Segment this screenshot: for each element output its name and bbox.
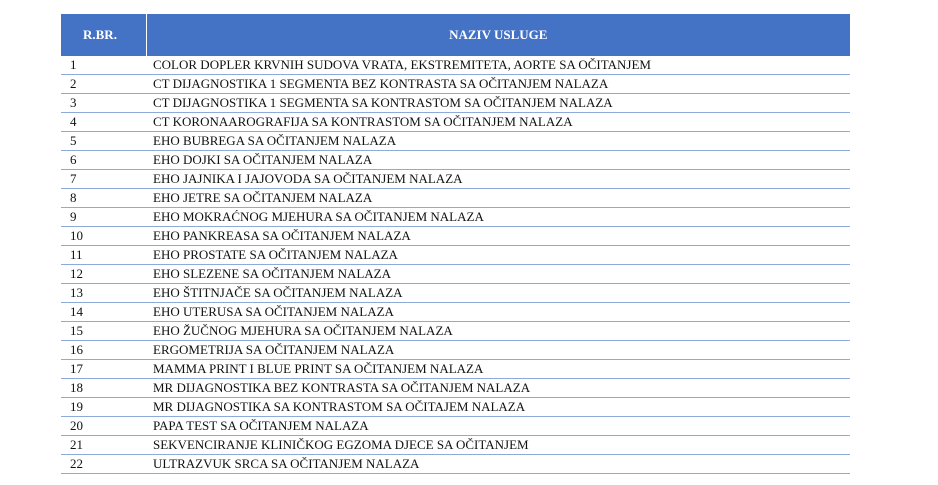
service-name: EHO DOJKI SA OČITANJEM NALAZA [146, 151, 850, 170]
table-row [61, 94, 850, 113]
service-name: EHO PANKREASA SA OČITANJEM NALAZA [146, 227, 850, 246]
service-name: EHO MOKRAĆNOG MJEHURA SA OČITANJEM NALAZA [146, 208, 850, 227]
row-number: 4 [61, 113, 146, 132]
row-number: 16 [61, 341, 146, 360]
service-name: ULTRAZVUK SRCA SA OČITANJEM NALAZA [146, 455, 850, 474]
table-row [61, 417, 850, 436]
table-row [61, 132, 850, 151]
services-table [61, 14, 850, 474]
service-name: EHO BUBREGA SA OČITANJEM NALAZA [146, 132, 850, 151]
row-number: 2 [61, 75, 146, 94]
row-number: 14 [61, 303, 146, 322]
table-row [61, 303, 850, 322]
service-name: ERGOMETRIJA SA OČITANJEM NALAZA [146, 341, 850, 360]
row-number: 20 [61, 417, 146, 436]
row-number: 11 [61, 246, 146, 265]
table-row [61, 455, 850, 474]
row-number: 19 [61, 398, 146, 417]
service-name: MAMMA PRINT I BLUE PRINT SA OČITANJEM NALAZA [146, 360, 850, 379]
table-header [61, 14, 850, 56]
row-number: 18 [61, 379, 146, 398]
service-name: SEKVENCIRANJE KLINIČKOG EGZOMA DJECE SA OČITANJEM [146, 436, 850, 455]
service-name: EHO JETRE SA OČITANJEM NALAZA [146, 189, 850, 208]
table-row [61, 246, 850, 265]
service-name: CT KORONAAROGRAFIJA SA KONTRASTOM SA OČITANJEM NALAZA [146, 113, 850, 132]
table-row [61, 398, 850, 417]
service-name: CT DIJAGNOSTIKA 1 SEGMENTA BEZ KONTRASTA SA OČITANJEM NALAZA [146, 75, 850, 94]
table-row [61, 113, 850, 132]
table-row [61, 265, 850, 284]
row-number: 17 [61, 360, 146, 379]
service-name: EHO ŠTITNJAČE SA OČITANJEM NALAZA [146, 284, 850, 303]
table-body [61, 56, 850, 474]
row-number: 9 [61, 208, 146, 227]
row-number: 12 [61, 265, 146, 284]
table-row [61, 284, 850, 303]
service-name: PAPA TEST SA OČITANJEM NALAZA [146, 417, 850, 436]
table-row [61, 436, 850, 455]
service-name: CT DIJAGNOSTIKA 1 SEGMENTA SA KONTRASTOM SA OČITANJEM NALAZA [146, 94, 850, 113]
service-name: EHO PROSTATE SA OČITANJEM NALAZA [146, 246, 850, 265]
service-name: EHO UTERUSA SA OČITANJEM NALAZA [146, 303, 850, 322]
table-row [61, 227, 850, 246]
service-name: MR DIJAGNOSTIKA BEZ KONTRASTA SA OČITANJEM NALAZA [146, 379, 850, 398]
table-row [61, 170, 850, 189]
service-name: MR DIJAGNOSTIKA SA KONTRASTOM SA OČITAJEM NALAZA [146, 398, 850, 417]
table-row [61, 322, 850, 341]
row-number: 15 [61, 322, 146, 341]
service-name: EHO SLEZENE SA OČITANJEM NALAZA [146, 265, 850, 284]
table-row [61, 56, 850, 75]
row-number: 5 [61, 132, 146, 151]
service-name: EHO ŽUČNOG MJEHURA SA OČITANJEM NALAZA [146, 322, 850, 341]
row-number: 21 [61, 436, 146, 455]
row-number: 6 [61, 151, 146, 170]
service-name: COLOR DOPLER KRVNIH SUDOVA VRATA, EKSTREMITETA, AORTE SA OČITANJEM [146, 56, 850, 75]
table-row [61, 360, 850, 379]
services-table-container [61, 14, 850, 474]
service-name: EHO JAJNIKA I JAJOVODA SA OČITANJEM NALAZA [146, 170, 850, 189]
row-number: 13 [61, 284, 146, 303]
table-row [61, 75, 850, 94]
table-row [61, 341, 850, 360]
column-header-number: R.BR. [61, 14, 146, 56]
table-row [61, 208, 850, 227]
row-number: 10 [61, 227, 146, 246]
table-row [61, 151, 850, 170]
header-row [61, 14, 850, 56]
row-number: 8 [61, 189, 146, 208]
table-row [61, 189, 850, 208]
row-number: 3 [61, 94, 146, 113]
row-number: 1 [61, 56, 146, 75]
table-row [61, 379, 850, 398]
row-number: 7 [61, 170, 146, 189]
column-header-service-name: NAZIV USLUGE [146, 14, 850, 56]
row-number: 22 [61, 455, 146, 474]
